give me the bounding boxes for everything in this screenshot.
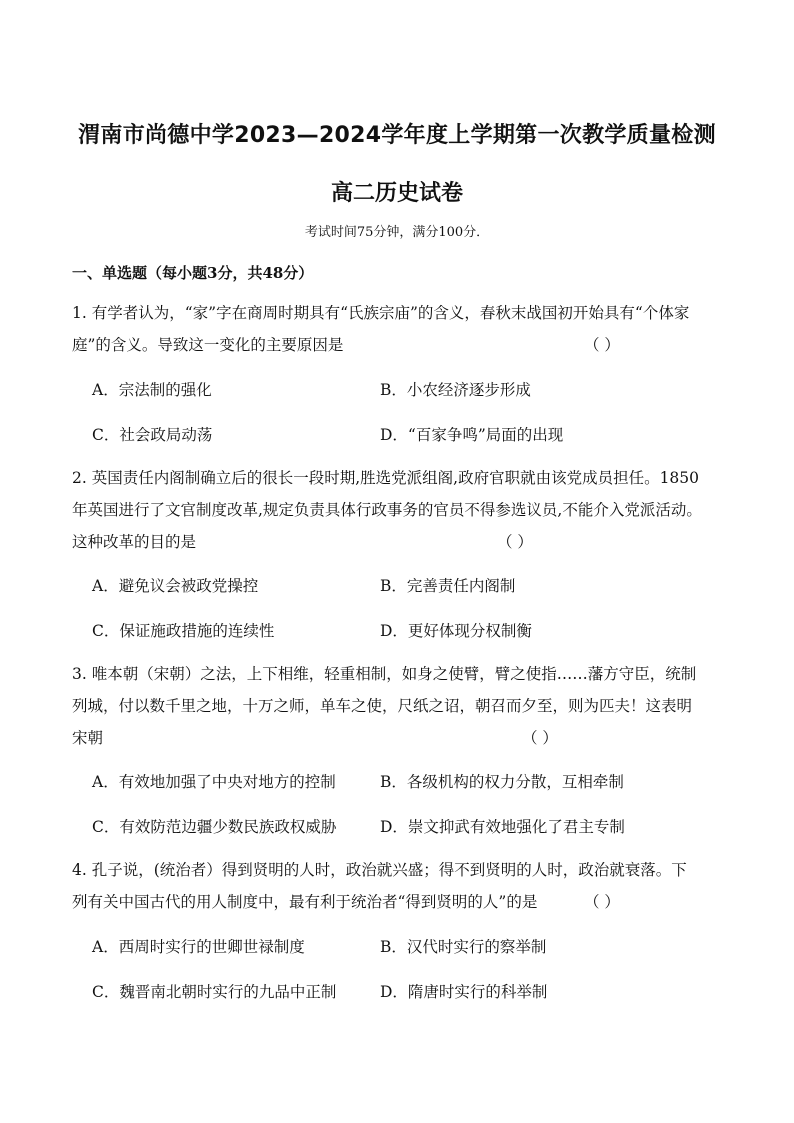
question-1-answer-paren: （ ） — [584, 336, 620, 354]
question-4-line-2-text: 列有关中国古代的用人制度中，最有利于统治者“得到贤明的人”的是 — [72, 893, 538, 911]
question-4-option-d: D．隋唐时实行的科举制 — [380, 983, 548, 1001]
question-3-option-b: B．各级机构的权力分散，互相牵制 — [380, 773, 624, 791]
question-3 — [72, 658, 722, 754]
question-2-option-b: B．完善责任内阁制 — [380, 577, 516, 595]
exam-note: 考试时间75分钟，满分100分． — [304, 225, 490, 240]
question-3-answer-paren: （ ） — [522, 729, 558, 747]
question-2 — [72, 462, 722, 558]
question-2-option-d: D．更好体现分权制衡 — [380, 622, 532, 640]
question-2-option-a: A．避免议会被政党操控 — [92, 577, 259, 595]
question-3-line-3-text: 宋朝 — [72, 729, 104, 747]
question-1-option-d: D．“百家争鸣”局面的出现 — [380, 426, 564, 444]
question-3-option-a: A．有效地加强了中央对地方的控制 — [92, 773, 336, 791]
question-4-option-c: C．魏晋南北朝时实行的九品中正制 — [92, 983, 337, 1001]
question-1-option-b: B．小农经济逐步形成 — [380, 381, 531, 399]
question-4-line-1: 4. 孔子说，(统治者）得到贤明的人时，政治就兴盛；得不到贤明的人时，政治就衰落。下 — [72, 861, 687, 879]
question-3-option-d: D．崇文抑武有效地强化了君主专制 — [380, 818, 625, 836]
exam-title: 渭南市尚德中学2023—2024学年度上学期第一次教学质量检测 — [78, 123, 716, 148]
section-heading: 一、单选题（每小题3分，共48分） — [72, 264, 314, 282]
question-3-option-c: C．有效防范边疆少数民族政权威胁 — [92, 818, 337, 836]
question-2-line-3 — [72, 526, 722, 558]
question-2-answer-paren: （ ） — [497, 533, 533, 551]
question-1-line-2 — [72, 329, 722, 361]
question-3-line-1: 3. 唯本朝（宋朝）之法，上下相维，轻重相制，如身之使臂，臂之使指……藩方守臣，统制 — [72, 665, 697, 683]
question-4-answer-paren: （ ） — [584, 893, 620, 911]
question-4 — [72, 854, 722, 918]
question-4-line-2 — [72, 886, 722, 918]
question-4-option-b: B．汉代时实行的察举制 — [380, 938, 547, 956]
question-2-option-c: C．保证施政措施的连续性 — [92, 622, 275, 640]
question-3-line-2: 列城，付以数千里之地，十万之师，单车之使，尺纸之诏，朝召而夕至，则为匹夫！这表明 — [72, 697, 693, 715]
question-2-line-3-text: 这种改革的目的是 — [72, 533, 197, 551]
question-1 — [72, 297, 722, 361]
question-1-line-2-text: 庭”的含义。导致这一变化的主要原因是 — [72, 336, 344, 354]
question-2-line-2: 年英国进行了文官制度改革,规定负责具体行政事务的官员不得参选议员,不能介入党派活动。 — [72, 501, 702, 519]
exam-subtitle: 高二历史试卷 — [330, 181, 463, 206]
question-1-option-c: C．社会政局动荡 — [92, 426, 213, 444]
question-3-line-3 — [72, 722, 722, 754]
question-4-option-a: A．西周时实行的世卿世禄制度 — [92, 938, 305, 956]
question-1-line-1: 1. 有学者认为，“家”字在商周时期具有“氏族宗庙”的含义，春秋末战国初开始具有“个体家 — [72, 304, 690, 322]
question-1-option-a: A．宗法制的强化 — [92, 381, 212, 399]
question-2-line-1: 2. 英国责任内阁制确立后的很长一段时期,胜选党派组阁,政府官职就由该党成员担任。1850 — [72, 469, 700, 487]
